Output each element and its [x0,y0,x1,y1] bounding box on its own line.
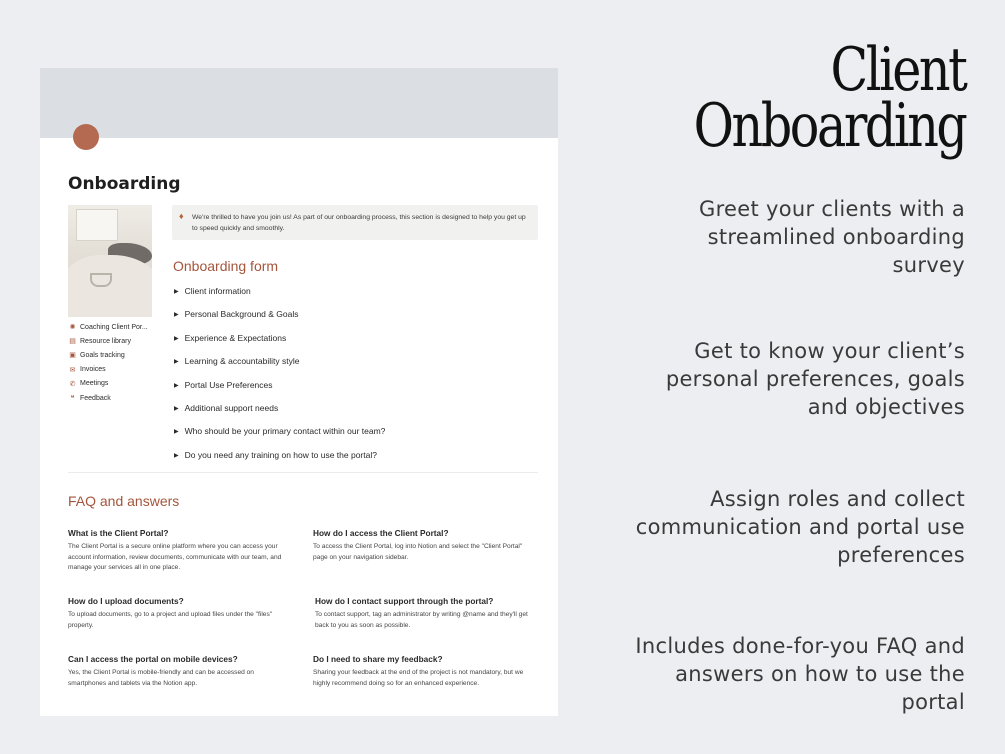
faq-heading: FAQ and answers [68,493,180,509]
faq-item [313,528,533,563]
faq-item [68,528,288,574]
toggle-support-needs[interactable] [174,403,278,413]
invoice-icon: ✉ [69,366,76,374]
faq-item [68,654,288,689]
headline [693,35,965,161]
toggle-learning-style[interactable] [174,356,299,366]
toggle-triangle-icon: ▶ [174,335,179,342]
feature-text-preferences: Get to know your client’s personal preferences, goals and objectives [665,339,965,419]
page-title: Onboarding [68,174,181,194]
bedroom-photo [68,205,152,317]
faq-item [313,654,533,689]
toggle-label: Who should be your primary contact within our team? [184,426,386,436]
sidebar-item-goals-tracking[interactable] [68,348,158,362]
sidebar-item-label: Coaching Client Por... [80,323,148,331]
sidebar-item-feedback[interactable] [68,391,158,405]
toggle-label: Portal Use Preferences [184,380,273,390]
toggle-triangle-icon: ▶ [174,428,179,435]
page-icon-circle [73,124,99,150]
toggle-label: Client information [184,286,251,296]
chat-icon: ❝ [70,395,75,403]
sidebar-item-label: Meetings [80,380,109,388]
toggle-label: Learning & accountability style [184,356,300,366]
sidebar-item-label: Resource library [80,337,131,345]
toggle-primary-contact[interactable] [174,426,385,436]
toggle-triangle-icon: ▶ [174,452,179,459]
faq-answer: Yes, the Client Portal is mobile-friendly and can be accessed on smartphones and tablets via the Notion app. [68,669,254,687]
faq-question: How do I upload documents? [68,596,184,606]
toggle-triangle-icon: ▶ [174,382,179,389]
feature-text-greet: Greet your clients with a streamlined onboarding survey [699,197,965,277]
toggle-label: Personal Background & Goals [184,309,299,319]
books-icon: ▤ [69,338,76,346]
headline-line-2: Onboarding [693,91,965,161]
toggle-triangle-icon: ▶ [174,358,179,365]
faq-question: What is the Client Portal? [68,528,169,538]
faq-item [315,596,535,631]
toggle-triangle-icon: ▶ [174,288,179,295]
sidebar-item-label: Feedback [80,394,111,402]
target-icon: ▣ [69,352,76,360]
sidebar-item-meetings[interactable] [68,377,158,391]
notion-page-preview [40,68,558,716]
toggle-triangle-icon: ▶ [174,311,179,318]
sidebar-nav [68,320,158,405]
phone-icon: ✆ [69,380,76,388]
photo-cup [90,273,112,287]
toggle-label: Do you need any training on how to use the portal? [184,450,377,460]
toggle-personal-background[interactable] [174,309,299,319]
faq-answer: Sharing your feedback at the end of the project is not mandatory, but we highly recommend doing so for an enhanced experience. [313,669,524,687]
faq-answer: To contact support, tag an administrator by writing @name and they'll get back to you as soon as possible. [315,611,528,629]
toggle-client-information[interactable] [174,286,251,296]
feature-text-roles: Assign roles and collect communication and portal use preferences [635,487,965,567]
callout-text: We're thrilled to have you join us! As part of our onboarding process, this section is designed to help you get up to speed quickly and smoothly. [192,214,526,232]
faq-item [68,596,288,631]
faq-question: Do I need to share my feedback? [313,654,443,664]
page-cover [40,68,558,138]
faq-answer: The Client Portal is a secure online platform where you can access your account information, review documents, communicate with our team, and manage your services all in one place. [68,543,282,571]
toggle-label: Additional support needs [184,403,279,413]
sidebar-item-invoices[interactable] [68,363,158,377]
sidebar-item-label: Goals tracking [80,351,125,359]
feature-text-faq: Includes done-for-you FAQ and answers on how to use the portal [635,634,965,714]
toggle-training[interactable] [174,450,377,460]
welcome-callout [172,205,538,240]
faq-question: Can I access the portal on mobile devices? [68,654,238,664]
faq-question: How do I access the Client Portal? [313,528,449,538]
faq-question: How do I contact support through the portal? [315,596,494,606]
onboarding-form-heading: Onboarding form [173,258,279,274]
faq-answer: To upload documents, go to a project and upload files under the "files" property. [68,611,273,629]
toggle-portal-use[interactable] [174,380,273,390]
toggle-experience[interactable] [174,333,286,343]
photo-bedding [68,255,152,317]
sidebar-item-label: Invoices [80,366,106,374]
lightbulb-icon: ♦ [179,211,184,221]
toggle-label: Experience & Expectations [184,333,287,343]
sidebar-item-resource-library[interactable] [68,334,158,348]
faq-answer: To access the Client Portal, log into Notion and select the "Client Portal" page on your navigation sidebar. [313,543,523,561]
section-divider [68,472,538,473]
sparkle-icon: ✺ [69,324,76,332]
toggle-triangle-icon: ▶ [174,405,179,412]
sidebar-item-coaching-portal[interactable] [68,320,158,334]
photo-window [76,209,118,241]
headline-line-1: Client [830,35,965,105]
